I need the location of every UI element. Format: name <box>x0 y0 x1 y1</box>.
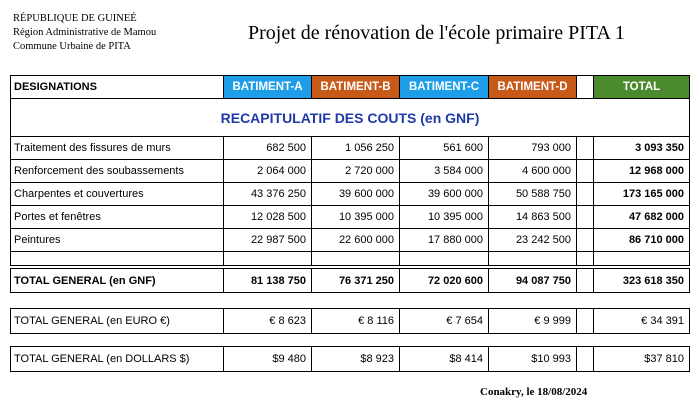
row-value: 22 987 500 <box>223 228 312 252</box>
row-value <box>576 205 594 229</box>
row-value <box>576 228 594 252</box>
total-gnf-value <box>576 268 594 293</box>
spacer-cell <box>399 251 489 266</box>
spacer-cell <box>488 251 577 266</box>
column-header-5 <box>576 75 594 99</box>
row-value: 43 376 250 <box>223 182 312 206</box>
total-gnf-value: 323 618 350 <box>593 268 690 293</box>
issuer-commune: Commune Urbaine de PITA <box>13 41 131 52</box>
total-usd-value: $37 810 <box>593 346 690 372</box>
row-value: 39 600 000 <box>399 182 489 206</box>
total-usd-value <box>576 346 594 372</box>
row-value: 3 093 350 <box>593 136 690 160</box>
total-euro-value: € 8 623 <box>223 308 312 334</box>
row-value: 10 395 000 <box>399 205 489 229</box>
total-usd-value: $9 480 <box>223 346 312 372</box>
total-usd-value: $8 923 <box>311 346 400 372</box>
row-value: 14 863 500 <box>488 205 577 229</box>
designations-header: DESIGNATIONS <box>10 75 224 99</box>
issuer-region: Région Administrative de Mamou <box>13 27 157 38</box>
column-header-1: BATIMENT-A <box>223 75 312 99</box>
total-gnf-value: 72 020 600 <box>399 268 489 293</box>
row-value: 86 710 000 <box>593 228 690 252</box>
row-value: 22 600 000 <box>311 228 400 252</box>
row-value <box>576 159 594 183</box>
total-gnf-label: TOTAL GENERAL (en GNF) <box>10 268 224 293</box>
row-value: 1 056 250 <box>311 136 400 160</box>
row-value: 682 500 <box>223 136 312 160</box>
row-value: 12 968 000 <box>593 159 690 183</box>
column-header-4: BATIMENT-D <box>488 75 577 99</box>
column-header-2: BATIMENT-B <box>311 75 400 99</box>
spacer-cell <box>10 251 224 266</box>
row-value: 23 242 500 <box>488 228 577 252</box>
issuer-country: RÉPUBLIQUE DE GUINEÉ <box>13 13 137 24</box>
spacer-cell <box>593 251 690 266</box>
total-euro-value: € 34 391 <box>593 308 690 334</box>
row-value: 2 064 000 <box>223 159 312 183</box>
row-value: 793 000 <box>488 136 577 160</box>
row-value <box>576 136 594 160</box>
total-euro-value <box>576 308 594 334</box>
row-label: Traitement des fissures de murs <box>10 136 224 160</box>
row-value: 4 600 000 <box>488 159 577 183</box>
document-title: Projet de rénovation de l'école primaire PITA 1 <box>248 22 625 44</box>
row-label: Peintures <box>10 228 224 252</box>
row-value: 12 028 500 <box>223 205 312 229</box>
row-value: 50 588 750 <box>488 182 577 206</box>
row-label: Portes et fenêtres <box>10 205 224 229</box>
row-label: Renforcement des soubassements <box>10 159 224 183</box>
row-value: 561 600 <box>399 136 489 160</box>
column-header-6: TOTAL <box>593 75 690 99</box>
total-euro-value: € 7 654 <box>399 308 489 334</box>
column-header-3: BATIMENT-C <box>399 75 489 99</box>
spacer-cell <box>223 251 312 266</box>
total-gnf-value: 76 371 250 <box>311 268 400 293</box>
spacer-cell <box>311 251 400 266</box>
row-value: 39 600 000 <box>311 182 400 206</box>
row-value: 17 880 000 <box>399 228 489 252</box>
row-value: 10 395 000 <box>311 205 400 229</box>
row-value: 173 165 000 <box>593 182 690 206</box>
total-gnf-value: 81 138 750 <box>223 268 312 293</box>
row-value: 3 584 000 <box>399 159 489 183</box>
row-label: Charpentes et couvertures <box>10 182 224 206</box>
total-usd-label: TOTAL GENERAL (en DOLLARS $) <box>10 346 224 372</box>
issuer-block <box>13 12 156 54</box>
place-date: Conakry, le 18/08/2024 <box>480 386 588 398</box>
total-usd-value: $10 993 <box>488 346 577 372</box>
total-gnf-value: 94 087 750 <box>488 268 577 293</box>
row-value: 2 720 000 <box>311 159 400 183</box>
total-euro-value: € 8 116 <box>311 308 400 334</box>
total-euro-label: TOTAL GENERAL (en EURO €) <box>10 308 224 334</box>
row-value <box>576 182 594 206</box>
row-value: 47 682 000 <box>593 205 690 229</box>
total-euro-value: € 9 999 <box>488 308 577 334</box>
recap-title: RECAPITULATIF DES COUTS (en GNF) <box>10 98 690 137</box>
spacer-cell <box>576 251 594 266</box>
total-usd-value: $8 414 <box>399 346 489 372</box>
